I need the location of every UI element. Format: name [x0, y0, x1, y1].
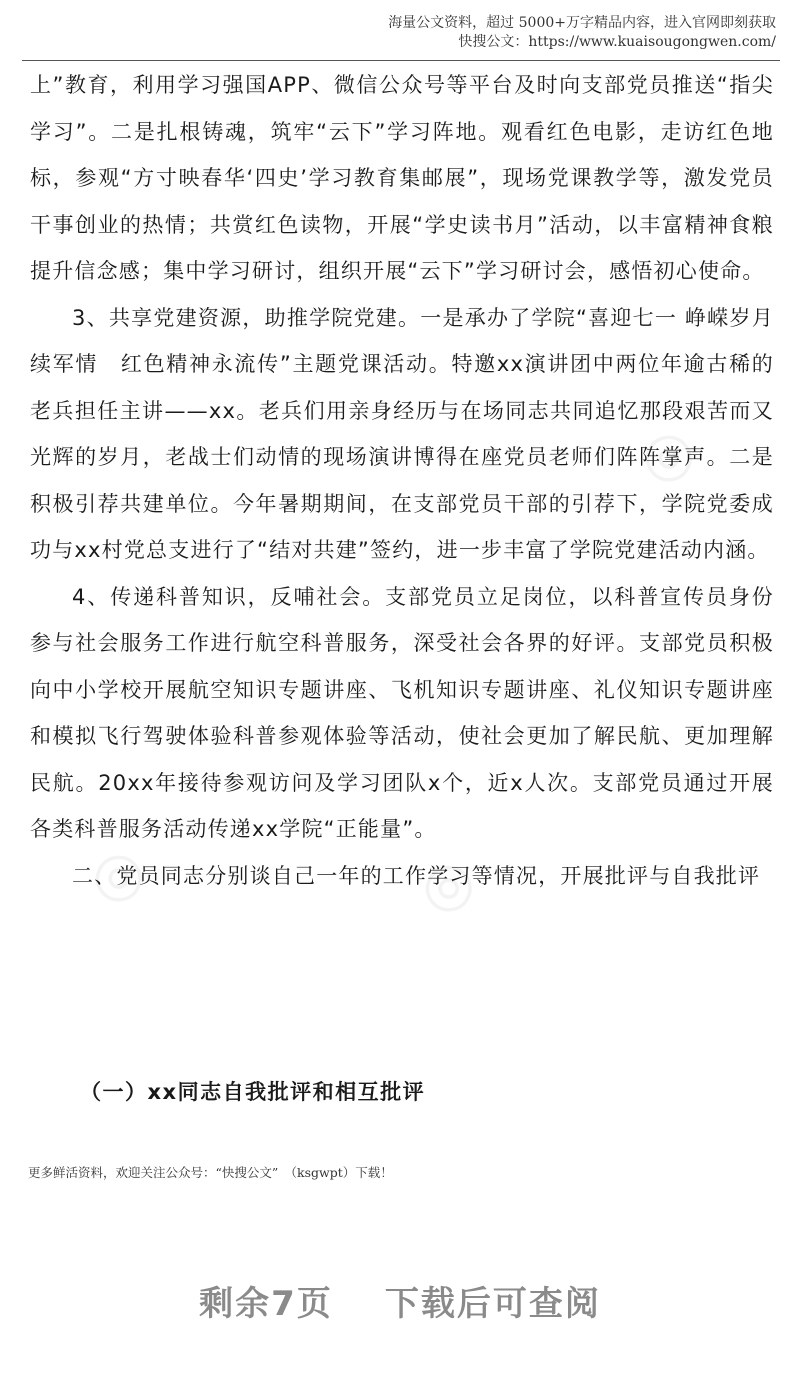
remaining-pages-count: 剩余7页 — [199, 1284, 333, 1324]
page-header — [16, 0, 776, 52]
body-paragraph: 上”教育，利用学习强国APP、微信公众号等平台及时向支部党员推送“指尖学习”。二是扎根铸魂，筑牢“云下”学习阵地。观看红色电影，走访红色地标，参观“方寸映春华‘四史’学习教育集邮展”，现场党课教学等，激发党员干事创业的热情；共赏红色读物，开展“学史读书月”活动，以丰富精神食粮提升信念感；集中学习研讨，组织开展“云下”学习研讨会，感悟初心使命。 — [30, 73, 774, 283]
header-site-link[interactable]: 快搜公文：https://www.kuaisougongwen.com/ — [458, 34, 776, 50]
watermark-mark: ◎ — [74, 831, 158, 919]
body-paragraph: 4、传递科普知识，反哺社会。支部党员立足岗位，以科普宣传员身份参与社会服务工作进行航空科普服务，深受社会各界的好评。支部党员积极向中小学校开展航空知识专题讲座、飞机知识专题讲座、礼仪知识专题讲座和模拟飞行驾驶体验科普参观体验等活动，使社会更加了解民航、更加理解民航。20xx年接待参观访问及学习团队x个，近x人次。支部党员通过开展各类科普服务活动传递xx学院“正能量”。 — [30, 584, 774, 841]
watermark-mark: ◎ — [624, 411, 708, 499]
footer-note: 更多鲜活资料，欢迎关注公众号：“快搜公文” （ksgwpt）下载！ — [28, 1165, 393, 1180]
remaining-pages-banner[interactable] — [0, 1276, 800, 1325]
section-heading: （一）xx同志自我批评和相互批评 — [80, 1080, 426, 1104]
download-prompt: 下载后可查阅 — [384, 1284, 601, 1324]
header-divider — [22, 60, 780, 61]
document-body — [30, 62, 774, 899]
watermark-mark: ◎ — [404, 841, 488, 929]
body-paragraph: 二、党员同志分别谈自己一年的工作学习等情况，开展批评与自我批评 — [72, 863, 761, 888]
header-promo-text: 海量公文资料，超过 5000+万字精品内容，进入官网即刻获取 — [388, 15, 776, 31]
body-paragraph: 3、共享党建资源，助推学院党建。一是承办了学院“喜迎七一 峥嵘岁月续军情 红色精神永流传”主题党课活动。特邀xx演讲团中两位年逾古稀的老兵担任主讲——xx。老兵们用亲身经历与在场同志共同追忆那段艰苦而又光辉的岁月，老战士们动情的现场演讲博得在座党员老师们阵阵掌声。二是积极引荐共建单位。今年暑期期间，在支部党员干部的引荐下，学院党委成功与xx村党总支进行了“结对共建”签约，进一步丰富了学院党建活动内涵。 — [30, 305, 774, 562]
